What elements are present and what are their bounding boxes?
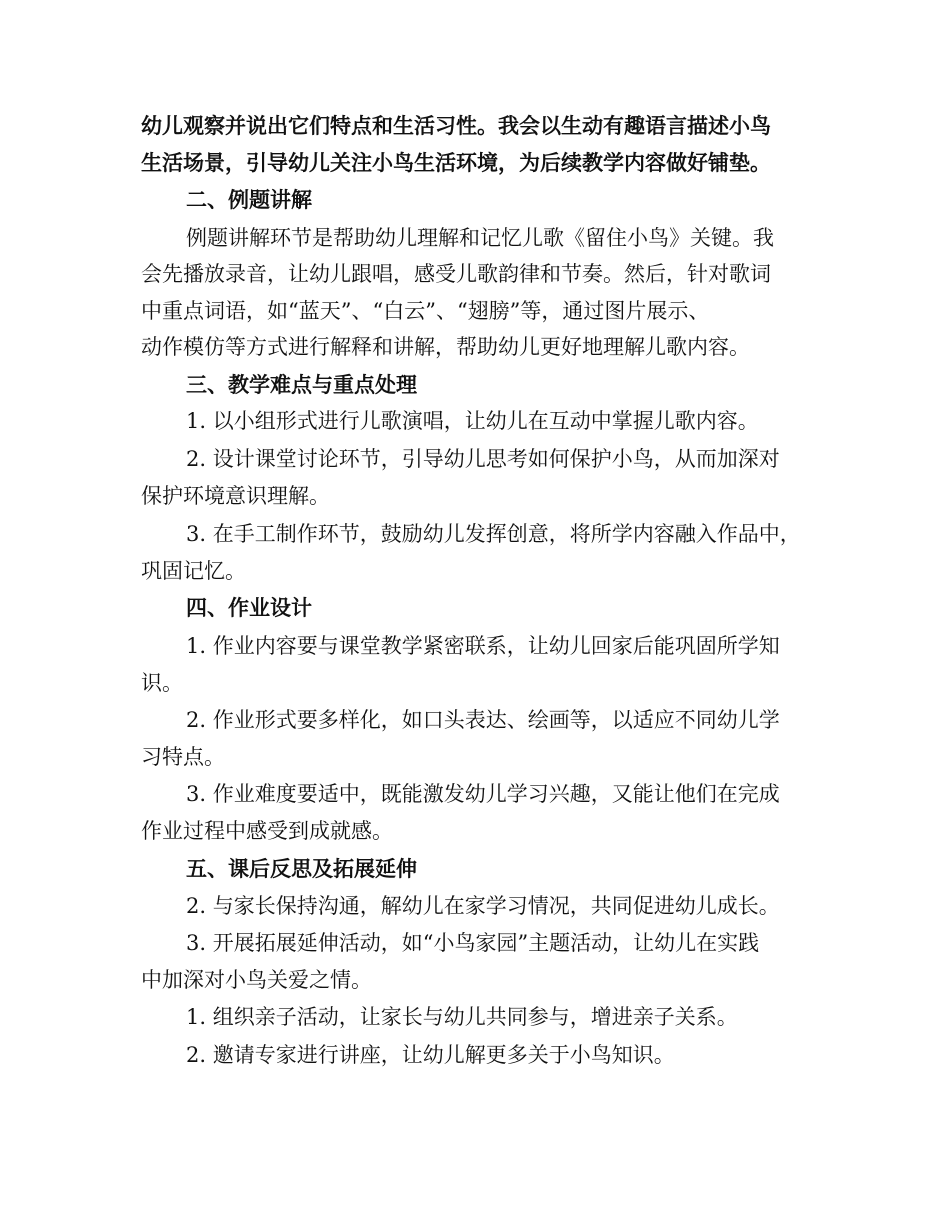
list-item-cont	[0, 478, 950, 514]
section4-item-2b: 习特点。	[141, 745, 225, 769]
section4-item-3b: 作业过程中感受到成就感。	[141, 819, 393, 843]
section-heading	[0, 851, 950, 887]
list-item	[0, 776, 950, 812]
list-item	[0, 1037, 950, 1073]
section4-item-1a: 1. 作业内容要与课堂教学紧密联系，让幼儿回家后能巩固所学知	[186, 634, 780, 658]
list-item	[0, 702, 950, 738]
section-heading	[0, 182, 950, 218]
list-item	[0, 888, 950, 924]
section2-heading: 二、例题讲解	[186, 187, 312, 212]
section5-item-2b: 中加深对小鸟关爱之情。	[141, 968, 372, 992]
section3-item-3b: 巩固记忆。	[141, 559, 246, 583]
list-item	[0, 999, 950, 1035]
list-item	[0, 925, 950, 961]
section2-line-2: 会先播放录音，让幼儿跟唱，感受儿歌韵律和节奏。然后，针对歌词	[141, 262, 771, 286]
paragraph-line	[0, 293, 950, 329]
intro-text-2: 生活场景，引导幼儿关注小鸟生活环境，为后续教学内容做好铺垫。	[141, 150, 771, 175]
section5-item-1: 2. 与家长保持沟通，解幼儿在家学习情况，共同促进幼儿成长。	[186, 894, 780, 918]
section2-line-4: 动作模仿等方式进行解释和讲解，帮助幼儿更好地理解儿歌内容。	[141, 335, 750, 359]
intro-text-1: 幼儿观察并说出它们特点和生活习性。我会以生动有趣语言描述小鸟	[141, 113, 771, 138]
section5-item-3: 1. 组织亲子活动，让家长与幼儿共同参与，增进亲子关系。	[186, 1005, 738, 1029]
section2-line-1: 例题讲解环节是帮助幼儿理解和记忆儿歌《留住小鸟》关键。我	[186, 226, 774, 250]
list-item-cont	[0, 665, 950, 701]
paragraph-line	[0, 256, 950, 292]
list-item-cont	[0, 739, 950, 775]
list-item-cont	[0, 813, 950, 849]
section3-heading: 三、教学难点与重点处理	[186, 372, 417, 397]
intro-line	[0, 145, 950, 181]
list-item-cont	[0, 553, 950, 589]
list-item	[0, 628, 950, 664]
section5-item-4: 2. 邀请专家进行讲座，让幼儿解更多关于小鸟知识。	[186, 1043, 675, 1067]
section4-item-3a: 3. 作业难度要适中，既能激发幼儿学习兴趣，又能让他们在完成	[186, 782, 780, 806]
section5-heading: 五、课后反思及拓展延伸	[186, 856, 417, 881]
list-item	[0, 403, 950, 439]
section5-item-2a: 3. 开展拓展延伸活动，如“小鸟家园”主题活动，让幼儿在实践	[186, 931, 760, 955]
section-heading	[0, 367, 950, 403]
paragraph-line	[0, 329, 950, 365]
section2-line-3: 中重点词语，如“蓝天”、“白云”、“翅膀”等，通过图片展示、	[141, 299, 710, 323]
section4-heading: 四、作业设计	[186, 595, 312, 620]
section4-item-1b: 识。	[141, 671, 183, 695]
section3-item-1: 1. 以小组形式进行儿歌演唱，让幼儿在互动中掌握儿歌内容。	[186, 409, 759, 433]
list-item-cont	[0, 962, 950, 998]
section-heading	[0, 590, 950, 626]
section3-item-3a: 3. 在手工制作环节，鼓励幼儿发挥创意，将所学内容融入作品中，	[186, 522, 801, 546]
section3-item-2a: 2. 设计课堂讨论环节，引导幼儿思考如何保护小鸟，从而加深对	[186, 447, 780, 471]
paragraph-line	[0, 220, 950, 256]
section4-item-2a: 2. 作业形式要多样化，如口头表达、绘画等，以适应不同幼儿学	[186, 708, 780, 732]
list-item	[0, 516, 950, 552]
list-item	[0, 441, 950, 477]
intro-line	[0, 108, 950, 144]
section3-item-2b: 保护环境意识理解。	[141, 484, 330, 508]
